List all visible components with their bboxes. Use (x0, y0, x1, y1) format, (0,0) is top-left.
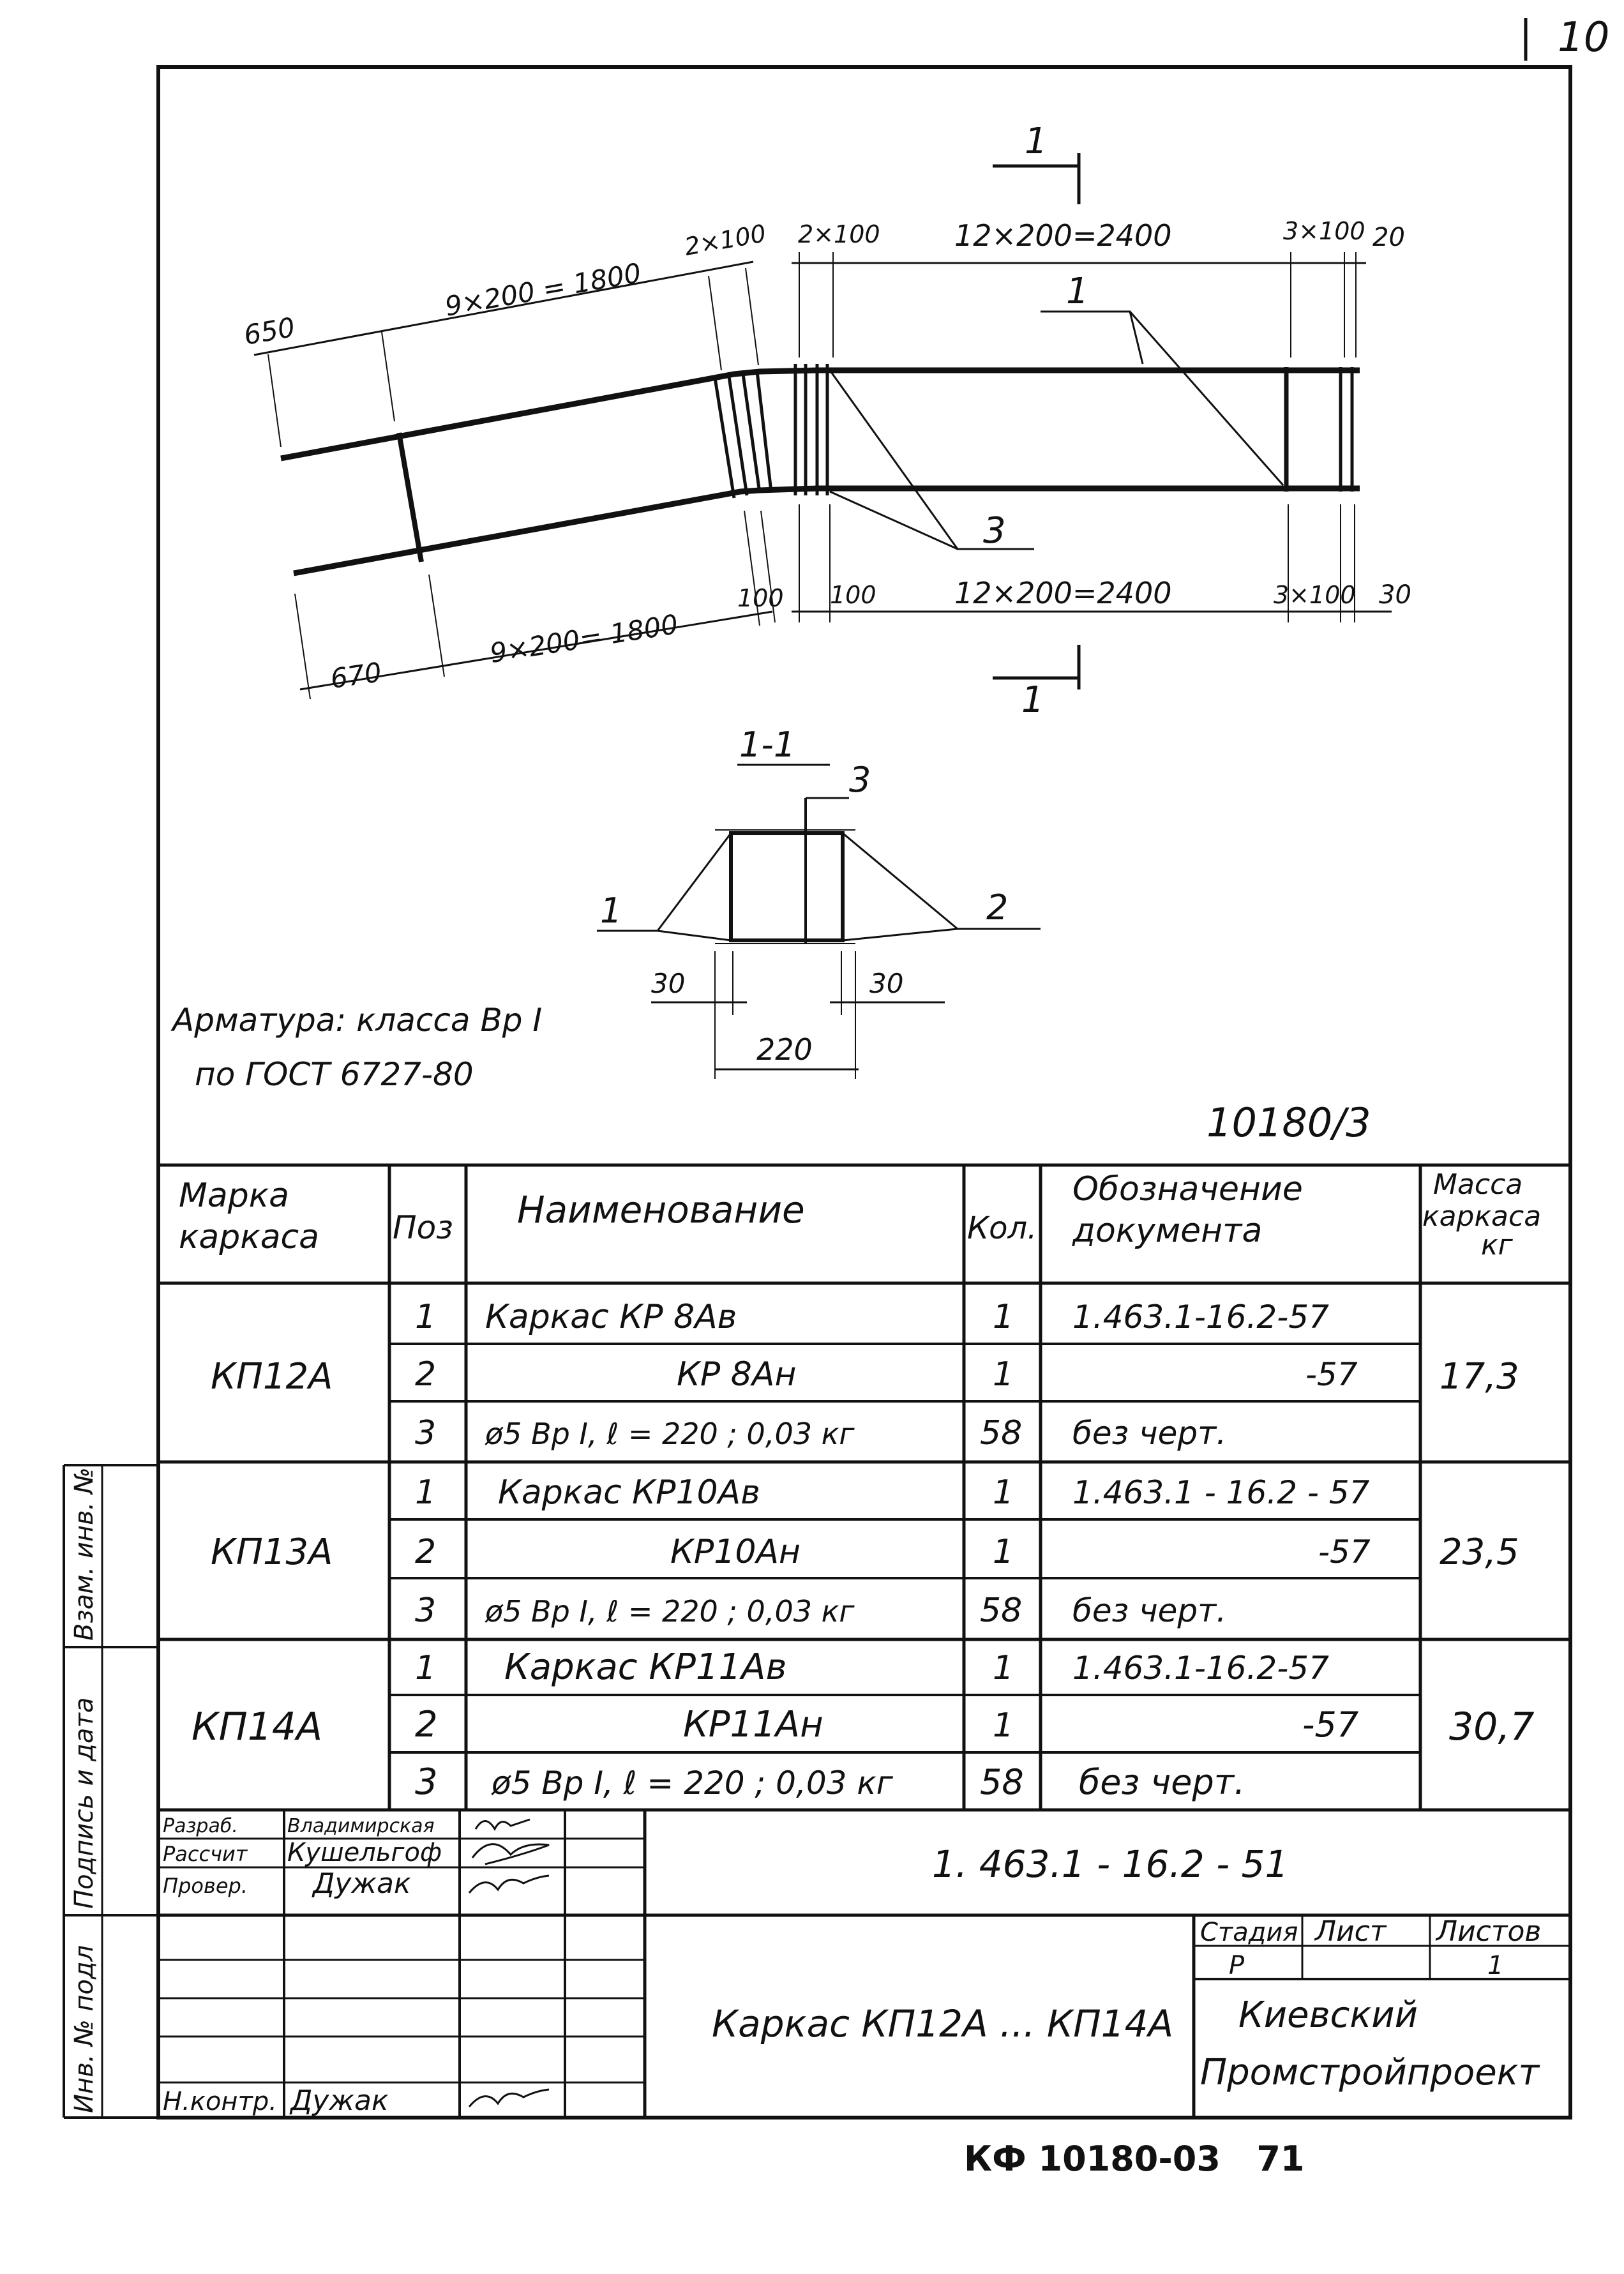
dim-text: 3×100 (1274, 581, 1356, 609)
bottom-bar (294, 488, 1360, 573)
stamp-replace-inv: Взам. инв. № (70, 1467, 99, 1641)
section-title: 1-1 (739, 725, 796, 765)
leader-3 (830, 492, 958, 549)
ext-line (746, 268, 758, 365)
row-name: Каркас КР11Ав (504, 1646, 787, 1688)
rebar-note: Арматура: класса Вр I (172, 1002, 543, 1039)
row-name: КР11Ан (683, 1704, 823, 1745)
row-name: КР10Ан (670, 1533, 801, 1571)
row-name: Каркас КР10Ав (498, 1473, 760, 1512)
dim-text: 100 (737, 584, 784, 612)
row-pos: 3 (415, 1761, 438, 1803)
header-mass-line1: Масса (1433, 1168, 1523, 1201)
signature (472, 1844, 549, 1864)
header-name: Наименование (517, 1188, 805, 1231)
stage-value: Р (1229, 1951, 1245, 1980)
role-name: Владимирская (287, 1815, 435, 1837)
row-pos: 1 (415, 1473, 437, 1512)
row-doc: 1.463.1-16.2-57 (1072, 1650, 1329, 1687)
row-qty: 1 (993, 1649, 1014, 1687)
role-label: Разраб. (163, 1815, 238, 1837)
dim-text: 2×100 (798, 220, 880, 248)
callout-3: 3 (983, 510, 1006, 552)
role-name: Дужак (313, 1867, 411, 1900)
nkontr-name: Дужак (290, 2084, 389, 2117)
document-title: Каркас КП12А ... КП14А (712, 2002, 1174, 2045)
dim-text: 20 (1372, 223, 1405, 252)
group-mark: КП12А (211, 1356, 333, 1397)
row-pos: 3 (415, 1592, 437, 1630)
page-number: 10 (1558, 14, 1610, 61)
row-doc: без черт. (1072, 1592, 1227, 1629)
footer-code: КФ 10180-03 71 (964, 2139, 1305, 2179)
dim-text: 30 (1379, 580, 1411, 610)
row-doc: -57 (1302, 1705, 1359, 1745)
ext-line (382, 332, 395, 421)
dim-text: 12×200=2400 (954, 218, 1172, 253)
cross-bar (757, 372, 771, 492)
dim-text: 12×200=2400 (954, 576, 1172, 610)
dim-text: 100 (830, 581, 876, 609)
dim-text: 670 (328, 656, 384, 695)
document-code: 1. 463.1 - 16.2 - 51 (932, 1842, 1289, 1886)
section-dim-text: 30 (869, 968, 904, 999)
dim-text: 9×200 = 1800 (442, 257, 643, 322)
row-pos: 1 (415, 1298, 437, 1336)
row-pos: 2 (415, 1533, 437, 1571)
leader-1 (1041, 312, 1143, 364)
row-qty: 58 (980, 1592, 1023, 1630)
dim-text: 3×100 (1283, 217, 1365, 245)
row-qty: 1 (993, 1355, 1014, 1394)
org-name-line1: Киевский (1238, 1994, 1418, 2036)
ext-line (268, 354, 281, 447)
group-mark: КП14А (192, 1705, 323, 1749)
org-name-line2: Промстройпроект (1200, 2052, 1540, 2093)
section-dim-text: 220 (756, 1032, 813, 1067)
section-dim-text: 30 (651, 968, 686, 999)
row-pos: 2 (415, 1704, 438, 1745)
row-qty: 58 (980, 1414, 1023, 1452)
leader-1 (1130, 312, 1283, 485)
section-callout-3: 3 (849, 760, 871, 800)
header-doc-line1: Обозначение (1072, 1170, 1303, 1209)
dim-text: 2×100 (682, 219, 769, 261)
rebar-standard-note: по ГОСТ 6727-80 (195, 1056, 474, 1093)
section-callout-1: 1 (600, 891, 622, 931)
ext-line (709, 276, 721, 370)
stamp-inv-no: Инв. № подл (70, 1945, 99, 2113)
header-mass-line3: кг (1481, 1229, 1513, 1261)
row-qty: 58 (980, 1762, 1024, 1802)
section-square (731, 833, 843, 940)
section-drawing (597, 765, 1041, 1079)
row-pos: 3 (415, 1414, 437, 1452)
row-doc: -57 (1305, 1356, 1358, 1393)
signature (476, 1819, 530, 1829)
group-mass: 17,3 (1440, 1356, 1519, 1397)
callout-1: 1 (1066, 271, 1089, 312)
dim-text: 9×200= 1800 (487, 608, 680, 669)
stamp-sign-date: Подпись и дата (70, 1697, 99, 1909)
row-qty: 1 (993, 1298, 1014, 1336)
role-label: Рассчит (163, 1842, 248, 1866)
row-name: ø5 Вр I, ℓ = 220 ; 0,03 кг (492, 1765, 893, 1802)
nkontr-label: Н.контр. (163, 2087, 277, 2116)
sheets-value: 1 (1487, 1951, 1504, 1980)
row-name: ø5 Вр I, ℓ = 220 ; 0,03 кг (485, 1417, 855, 1451)
cross-bar (743, 374, 760, 493)
handwritten-number: 10180/3 (1207, 1099, 1371, 1146)
row-qty: 1 (993, 1473, 1014, 1512)
row-doc: -57 (1318, 1533, 1371, 1570)
row-name: КР 8Ан (677, 1355, 797, 1394)
row-doc: без черт. (1072, 1415, 1227, 1452)
cross-bar (399, 433, 421, 562)
sheets-label: Листов (1436, 1915, 1542, 1948)
top-bar (281, 370, 1360, 458)
ext-line (295, 594, 310, 699)
row-qty: 1 (993, 1533, 1014, 1571)
ext-line (429, 575, 444, 677)
section-mark-bottom: 1 (1021, 679, 1044, 721)
row-pos: 1 (415, 1649, 437, 1687)
dim-text: 650 (241, 311, 297, 351)
row-pos: 2 (415, 1355, 437, 1394)
signature (469, 2090, 549, 2107)
header-doc-line2: документа (1072, 1212, 1263, 1250)
stage-label: Стадия (1200, 1918, 1298, 1947)
row-name: ø5 Вр I, ℓ = 220 ; 0,03 кг (485, 1594, 855, 1629)
section-mark-top: 1 (1025, 121, 1048, 162)
signature (469, 1876, 549, 1893)
section-leader-2 (843, 929, 958, 940)
group-mass: 30,7 (1449, 1705, 1535, 1749)
group-mass: 23,5 (1440, 1532, 1519, 1573)
section-leader-1 (658, 931, 731, 940)
row-doc: 1.463.1 - 16.2 - 57 (1072, 1474, 1370, 1511)
header-mark-line2: каркаса (179, 1218, 320, 1256)
role-name: Кушельгоф (287, 1838, 442, 1867)
header-mark-line1: Марка (179, 1177, 290, 1215)
row-qty: 1 (993, 1706, 1014, 1745)
section-callout-2: 2 (986, 887, 1009, 928)
section-leader-2 (843, 833, 1041, 929)
sheet-label: Лист (1315, 1915, 1387, 1948)
group-mark: КП13А (211, 1532, 333, 1573)
role-label: Провер. (163, 1874, 248, 1898)
row-doc: без черт. (1079, 1762, 1245, 1802)
header-mass-line2: каркаса (1422, 1200, 1542, 1233)
header-qty: Кол. (967, 1210, 1037, 1246)
row-doc: 1.463.1-16.2-57 (1072, 1299, 1329, 1336)
row-name: Каркас КР 8Ав (485, 1298, 737, 1336)
header-pos: Поз (393, 1209, 453, 1246)
